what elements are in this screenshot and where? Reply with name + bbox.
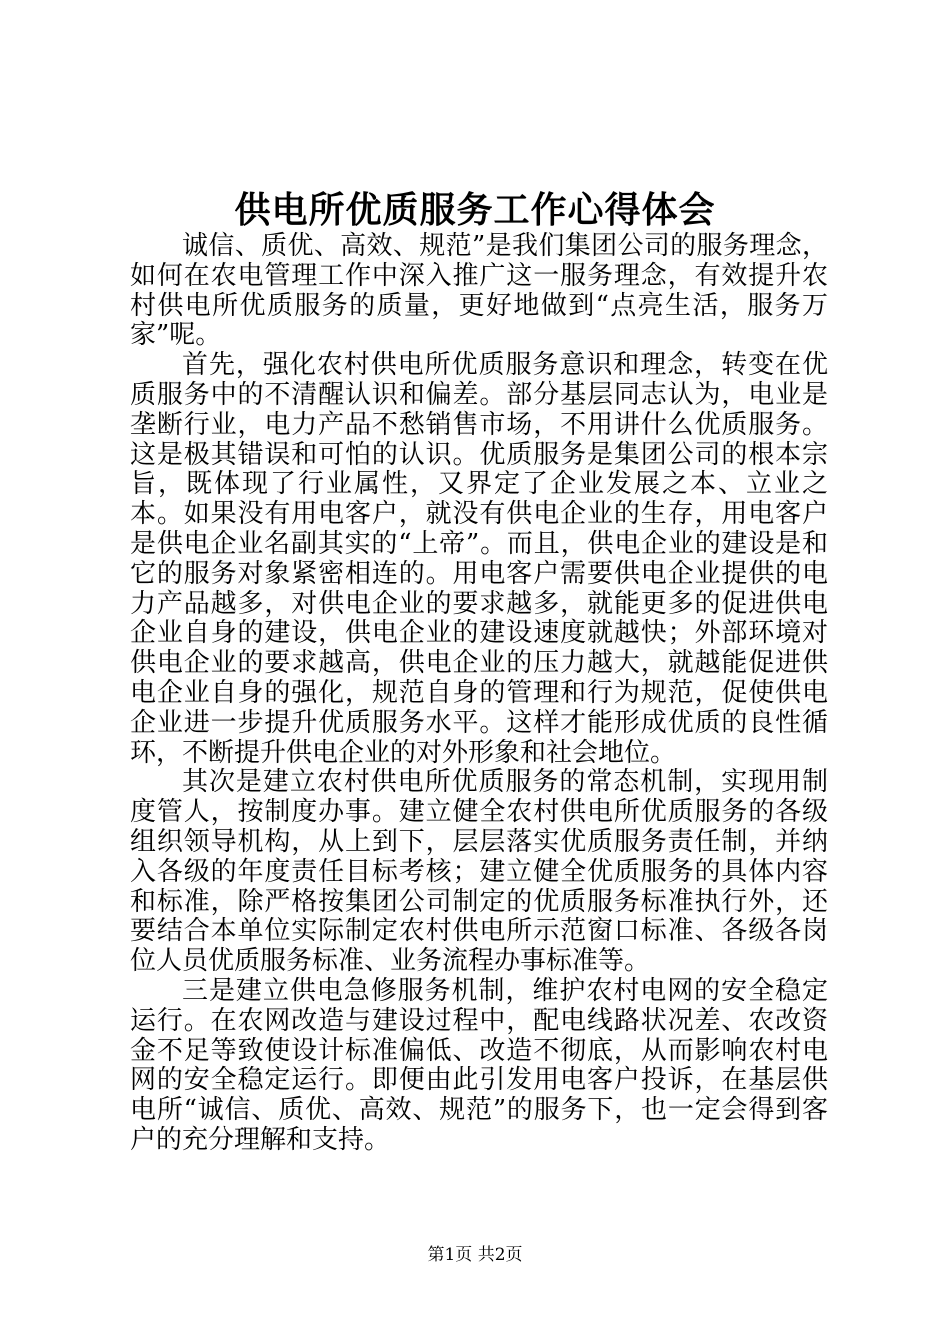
- paragraph-intro: 诚信、质优、高效、规范”是我们集团公司的服务理念，如何在农电管理工作中深入推广这一服务理念，有效提升农村供电所优质服务的质量，更好地做到“点亮生活，服务万家”呢。: [130, 231, 828, 351]
- document-body: [130, 232, 828, 1156]
- paragraph-first: 首先，强化农村供电所优质服务意识和理念，转变在优质服务中的不清醒认识和偏差。部分基层同志认为，电业是垄断行业，电力产品不愁销售市场，不用讲什么优质服务。这是极其错误和可怕的认识。优质服务是集团公司的根本宗旨，既体现了行业属性，又界定了企业发展之本、立业之本。如果没有用电客户，就没有供电企业的生存，用电客户是供电企业名副其实的“上帝”。而且，供电企业的建设是和它的服务对象紧密相连的。用电客户需要供电企业提供的电力产品越多，对供电企业的要求越多，就能更多的促进供电企业自身的建设，供电企业的建设速度就越快；外部环境对供电企业的要求越高，供电企业的压力越大，就越能促进供电企业自身的强化，规范自身的管理和行为规范，促使供电企业进一步提升优质服务水平。这样才能形成优质的良性循环，不断提升供电企业的对外形象和社会地位。: [130, 350, 828, 768]
- document-title: 供电所优质服务工作心得体会: [234, 189, 716, 231]
- page-number-footer: 第1页 共2页: [427, 1245, 523, 1265]
- paragraph-third: 三是建立供电急修服务机制，维护农村电网的安全稳定运行。在农网改造与建设过程中，配电线路状况差、农改资金不足等致使设计标准偏低、改造不彻底，从而影响农村电网的安全稳定运行。即便由此引发用电客户投诉，在基层供电所“诚信、质优、高效、规范”的服务下，也一定会得到客户的充分理解和支持。: [130, 975, 828, 1155]
- paragraph-second: 其次是建立农村供电所优质服务的常态机制，实现用制度管人，按制度办事。建立健全农村供电所优质服务的各级组织领导机构，从上到下，层层落实优质服务责任制，并纳入各级的年度责任目标考核；建立健全优质服务的具体内容和标准，除严格按集团公司制定的优质服务标准执行外，还要结合本单位实际制定农村供电所示范窗口标准、各级各岗位人员优质服务标准、业务流程办事标准等。: [130, 767, 828, 977]
